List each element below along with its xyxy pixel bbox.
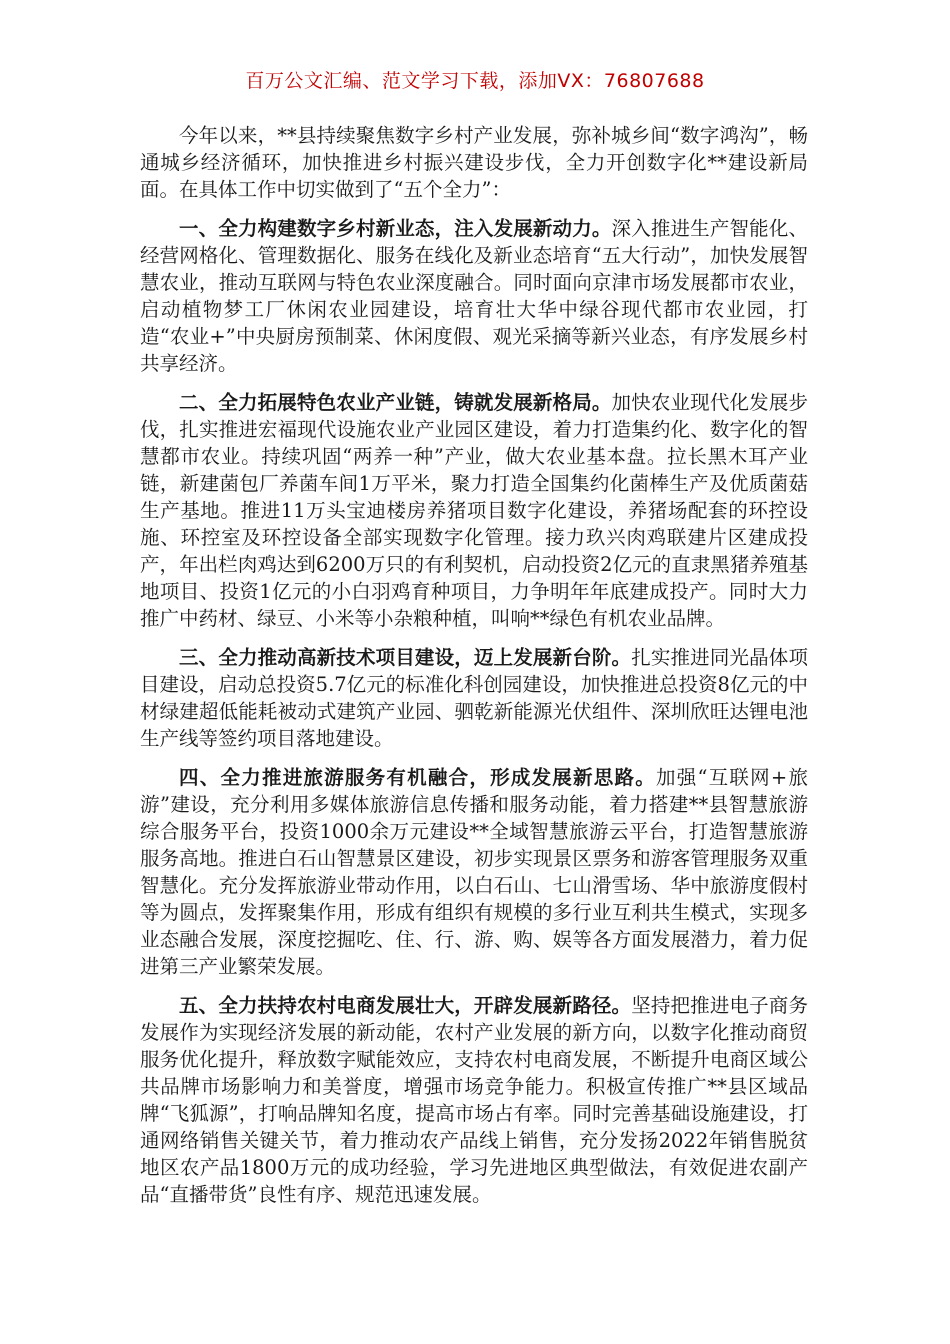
section-heading: 五、全力扶持农村电商发展壮大，开辟发展新路径。	[179, 994, 632, 1017]
watermark-header: 百万公文汇编、范文学习下载，添加VX：76807688	[245, 70, 705, 92]
section-heading: 一、全力构建数字乡村新业态，注入发展新动力。	[179, 217, 612, 240]
document-body	[140, 122, 808, 1220]
section-paragraph-1	[140, 215, 808, 377]
section-paragraph-4	[140, 764, 808, 980]
section-paragraph-2	[140, 389, 808, 632]
section-body: 坚持把推进电子商务发展作为实现经济发展的新动能，农村产业发展的新方向，以数字化推动商贸服务优化提升，释放数字赋能效应，支持农村电商发展，不断提升电商区域公共品牌市场影响力和美誉度，增强市场竞争能力。积极宣传推广**县区域品牌“飞狐源”，打响品牌知名度，提高市场占有率。同时完善基础设施建设，打通网络销售关键关节，着力推动农产品线上销售，充分发扬2022年销售脱贫地区农产品1800万元的成功经验，学习先进地区典型做法，有效促进农副产品“直播带货”良性有序、规范迅速发展。	[140, 994, 808, 1206]
section-body: 加快农业现代化发展步伐，扎实推进宏福现代设施农业产业园区建设，着力打造集约化、数字化的智慧都市农业。持续巩固“两养一种”产业，做大农业基本盘。拉长黑木耳产业链，新建菌包厂养菌车间1万平米，聚力打造全国集约化菌棒生产及优质菌菇生产基地。推进11万头宝迪楼房养猪项目数字化建设，养猪场配套的环控设施、环控室及环控设备全部实现数字化管理。接力玖兴肉鸡联建片区建成投产，年出栏肉鸡达到6200万只的有利契机，启动投资2亿元的直隶黑猪养殖基地项目、投资1亿元的小白羽鸡育种项目，力争明年年底建成投产。同时大力推广中药材、绿豆、小米等小杂粮种植，叫响**绿色有机农业品牌。	[140, 391, 808, 630]
section-body: 加强“互联网+旅游”建设，充分利用多媒体旅游信息传播和服务动能，着力搭建**县智慧旅游综合服务平台，投资1000余万元建设**全域智慧旅游云平台，打造智慧旅游服务高地。推进白石山智慧景区建设，初步实现景区票务和游客管理服务双重智慧化。充分发挥旅游业带动作用，以白石山、七山滑雪场、华中旅游度假村等为圆点，发挥聚集作用，形成有组织有规模的多行业互利共生模式，实现多业态融合发展，深度挖掘吃、住、行、游、购、娱等各方面发展潜力，着力促进第三产业繁荣发展。	[140, 766, 808, 978]
section-body: 深入推进生产智能化、经营网格化、管理数据化、服务在线化及新业态培育“五大行动”，加快发展智慧农业，推动互联网与特色农业深度融合。同时面向京津市场发展都市农业，启动植物梦工厂休闲农业园建设，培育壮大华中绿谷现代都市农业园，打造“农业+”中央厨房预制菜、休闲度假、观光采摘等新兴业态，有序发展乡村共享经济。	[140, 217, 808, 375]
section-paragraph-5	[140, 992, 808, 1208]
intro-paragraph: 今年以来，**县持续聚焦数字乡村产业发展，弥补城乡间“数字鸿沟”，畅通城乡经济循环，加快推进乡村振兴建设步伐，全力开创数字化**建设新局面。在具体工作中切实做到了“五个全力”：	[140, 124, 808, 201]
section-paragraph-3	[140, 644, 808, 752]
section-body: 扎实推进同光晶体项目建设，启动总投资5.7亿元的标准化科创园建设，加快推进总投资8亿元的中材绿建超低能耗被动式建筑产业园、驷乾新能源光伏组件、深圳欣旺达锂电池生产线等签约项目落地建设。	[140, 646, 808, 750]
section-heading: 四、全力推进旅游服务有机融合，形成发展新思路。	[179, 766, 656, 789]
section-heading: 三、全力推动高新技术项目建设，迈上发展新台阶。	[179, 646, 632, 669]
section-heading: 二、全力拓展特色农业产业链，铸就发展新格局。	[179, 391, 612, 414]
